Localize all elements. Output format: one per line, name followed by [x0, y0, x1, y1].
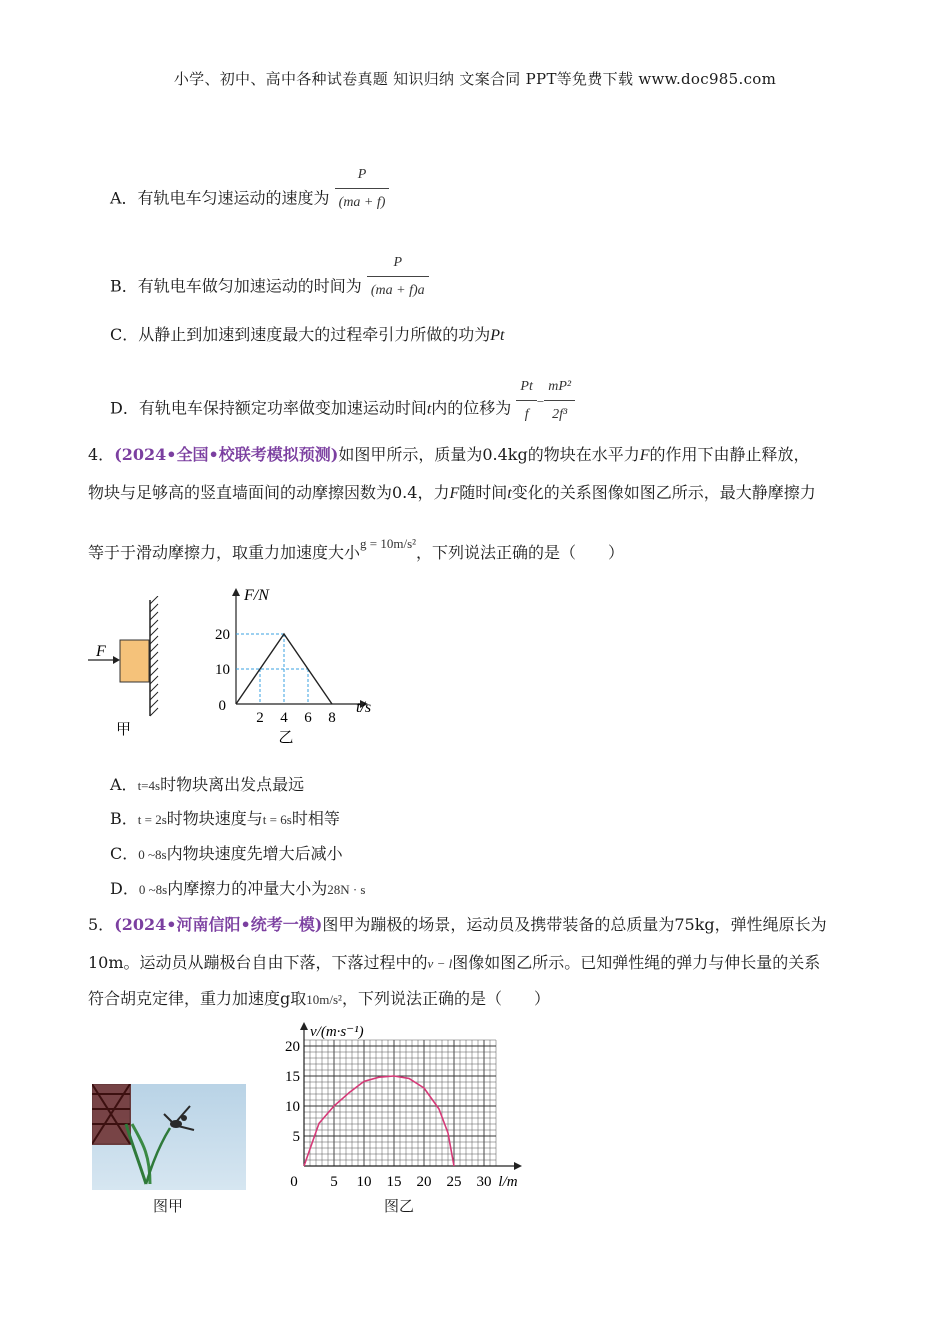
- q5-math-g: 10m/s²: [306, 992, 342, 1007]
- figure-label-jia: 甲: [116, 722, 132, 738]
- velocity-series-curve: [304, 1076, 454, 1166]
- q4-text: 的作用下由静止释放，: [649, 445, 810, 464]
- option-label: C．: [110, 844, 139, 863]
- fraction-denominator: 2f³: [544, 400, 575, 426]
- q4-line-2: [88, 482, 816, 505]
- q5-text: 图像如图乙所示。已知弹性绳的弹力与伸长量的关系: [452, 953, 821, 972]
- y-tick-label: 5: [292, 1129, 300, 1145]
- q3-option-d-fraction-2: [544, 376, 575, 426]
- q5-source: (2024•河南信阳•统考一模): [114, 915, 323, 934]
- page-header: 小学、初中、高中各种试卷真题 知识归纳 文案合同 PPT等免费下载 www.doc985.com: [173, 70, 777, 88]
- q4-line-3: [88, 536, 625, 565]
- fraction-numerator: mP²: [548, 379, 572, 394]
- figure-label-tu-jia: 图甲: [153, 1197, 184, 1215]
- origin-label: 0: [218, 698, 226, 714]
- q4-math-t: t: [507, 485, 512, 502]
- q4-text: 物块与足够高的竖直墙面间的动摩擦因数为0.4，力: [88, 483, 450, 502]
- y-axis-arrow-icon: [232, 588, 240, 596]
- q4-option-d: [110, 878, 365, 901]
- q3-option-a: [110, 167, 389, 224]
- q4-option-b: [110, 808, 340, 831]
- minus-sign: −: [536, 393, 545, 409]
- q5-text: 图甲为蹦极的场景，运动员及携带装备的总质量为75kg，弹性绳原长为: [322, 915, 827, 934]
- x-tick-label: 10: [356, 1174, 372, 1190]
- q3-option-d-fraction-1: [516, 376, 536, 426]
- y-tick-label: 20: [285, 1039, 300, 1055]
- option-text: 时物块速度与: [166, 809, 263, 828]
- fraction-denominator: f: [516, 400, 536, 426]
- bungee-photo: [92, 1084, 246, 1190]
- q5-text: 10m。运动员从蹦极台自由下落，下落过程中的: [88, 953, 428, 972]
- x-tick-label: 30: [476, 1174, 492, 1190]
- q4-number: 4．: [88, 445, 115, 464]
- option-text: 内物块速度先增大后减小: [166, 844, 343, 863]
- option-math: 28N · s: [327, 882, 366, 897]
- q4-math-F: F: [639, 447, 650, 464]
- q3-option-b-fraction: [367, 252, 429, 302]
- q3-option-c-text: C．从静止到加速到速度最大的过程牵引力所做的功为: [110, 325, 491, 344]
- y-tick-label: 20: [215, 627, 230, 643]
- q4-text: 等于于滑动摩擦力，取重力加速度大小: [88, 543, 361, 562]
- q5-text: 符合胡克定律，重力加速度g取: [88, 989, 307, 1008]
- wall-hatching: [150, 596, 158, 716]
- q5-text: ，下列说法正确的是（ ）: [341, 989, 550, 1008]
- q3-option-c: [110, 324, 504, 347]
- option-math: 0 ~8s: [138, 882, 168, 897]
- figure-label-tu-yi: 图乙: [384, 1197, 415, 1215]
- q5-math-vl: v − l: [427, 956, 453, 971]
- fraction-denominator: (ma + f)a: [367, 276, 429, 302]
- block: [120, 640, 149, 682]
- option-label: A．: [110, 775, 138, 794]
- fraction-denominator: (ma + f): [335, 188, 390, 214]
- x-tick-label: 15: [386, 1174, 402, 1190]
- q4-line-1: [88, 444, 810, 467]
- y-axis-label: v/(m·s⁻¹): [310, 1024, 364, 1040]
- q4-figure-block-wall: [86, 596, 166, 746]
- q4-text: 变化的关系图像如图乙所示，最大静摩擦力: [511, 483, 816, 502]
- option-label: D．: [110, 879, 139, 898]
- x-axis-label: l/m: [498, 1174, 518, 1190]
- q3-option-d-t: t: [426, 400, 432, 418]
- arrow-head-icon: [113, 656, 120, 664]
- q4-option-a: [110, 774, 304, 797]
- x-tick-label: 25: [446, 1174, 462, 1190]
- x-tick-label: 4: [280, 710, 288, 726]
- option-label: B．: [110, 809, 138, 828]
- fraction-numerator: P: [393, 255, 403, 270]
- option-math: t = 6s: [262, 812, 292, 827]
- q5-line-2: [88, 952, 820, 975]
- q3-option-c-math: Pt: [490, 327, 505, 344]
- q4-math-g: g = 10m/s²: [360, 536, 417, 551]
- y-axis-arrow-icon: [300, 1022, 308, 1030]
- figure-label-yi: 乙: [278, 730, 294, 746]
- x-tick-label: 6: [304, 710, 312, 726]
- y-axis-label: F/N: [244, 587, 269, 604]
- q4-math-F: F: [449, 485, 460, 502]
- bungee-tower-icon: [92, 1084, 130, 1144]
- q5-line-1: [88, 914, 827, 936]
- q3-option-d: [110, 379, 575, 434]
- q4-option-c: [110, 843, 343, 866]
- q3-option-a-fraction: [335, 164, 390, 214]
- q3-option-d-text2: 内的位移为: [431, 398, 512, 418]
- force-label: F: [96, 643, 106, 660]
- q5-chart-velocity-length: [274, 1020, 534, 1192]
- q5-line-3: [88, 988, 550, 1011]
- q4-text: 如图甲所示，质量为0.4kg的物块在水平力: [338, 445, 640, 464]
- q3-option-a-text: A．有轨电车匀速运动的速度为: [110, 188, 330, 208]
- option-math: 0 ~8s: [138, 847, 167, 862]
- option-math: t=4s: [137, 778, 161, 793]
- q4-text: 随时间: [459, 483, 508, 502]
- x-tick-label: 5: [330, 1174, 338, 1190]
- q3-option-d-text: D．有轨电车保持额定功率做变加速运动时间: [110, 398, 427, 418]
- y-tick-label: 10: [215, 662, 230, 678]
- q3-option-b-text: B．有轨电车做匀加速运动的时间为: [110, 276, 362, 296]
- y-tick-label: 15: [285, 1069, 300, 1085]
- fraction-numerator: P: [357, 167, 367, 182]
- x-tick-label: 8: [328, 710, 336, 726]
- option-math: t = 2s: [137, 812, 167, 827]
- q4-chart-force-time: [200, 580, 390, 750]
- q4-text: ，下列说法正确的是（ ）: [416, 543, 625, 562]
- fraction-numerator: Pt: [520, 379, 533, 394]
- q4-source: (2024•全国•校联考模拟预测): [114, 445, 339, 464]
- x-axis-label: t/s: [356, 699, 372, 716]
- option-text: 时物块离出发点最远: [160, 775, 305, 794]
- x-tick-label: 2: [256, 710, 264, 726]
- option-text: 内摩擦力的冲量大小为: [167, 879, 328, 898]
- q3-option-b: [110, 255, 429, 312]
- origin-label: 0: [290, 1174, 298, 1190]
- x-tick-label: 20: [416, 1174, 432, 1190]
- x-axis-arrow-icon: [514, 1162, 522, 1170]
- q5-number: 5．: [88, 915, 115, 934]
- y-tick-label: 10: [285, 1099, 300, 1115]
- option-text: 时相等: [291, 809, 340, 828]
